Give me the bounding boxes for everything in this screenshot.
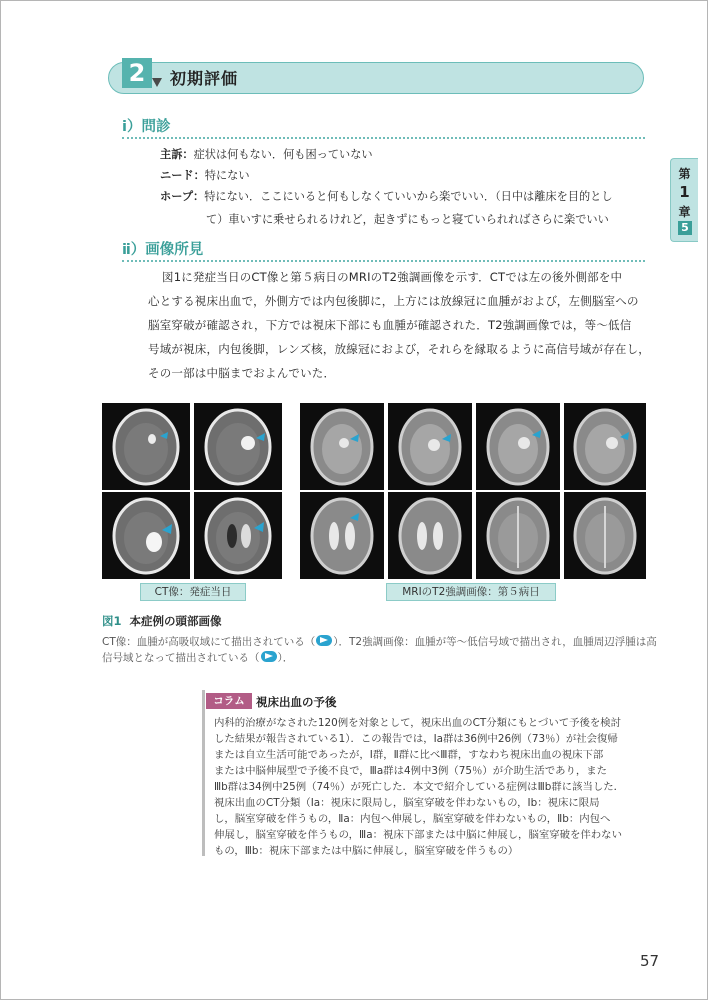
blue-arrow-icon (316, 635, 332, 646)
interview-text: 特にない．ここにいると何もしなくていいから楽でいい．（日中は離床を目的とし (204, 190, 613, 203)
imaging-divider (122, 260, 645, 262)
column-side-bar (202, 690, 205, 856)
figure-caption-line (102, 650, 293, 665)
figure-caption-line (102, 634, 657, 649)
interview-key: 主訴： (160, 148, 194, 161)
page-number: 57 (640, 952, 660, 970)
figure-caption-text: ）．T2強調画像：血腫が等～低信号域で描出され，血腫周辺浮腫は高 (333, 636, 657, 648)
section-arrow-icon (152, 78, 162, 87)
figure-title-text: 本症例の頭部画像 (129, 614, 222, 628)
figure-number: 図1 (102, 614, 122, 628)
blue-arrow-icon (261, 651, 277, 662)
interview-text: 特にない (204, 169, 250, 182)
chapter-tab-sho: 章 (678, 205, 691, 219)
interview-divider (122, 137, 645, 139)
section-title: 初期評価 (170, 69, 239, 88)
section-number: 2 (122, 58, 152, 88)
ct-label: CT像：発症当日 (140, 583, 246, 601)
mri-label: MRIのT2強調画像：第５病日 (386, 583, 556, 601)
mri-scan-image (300, 492, 384, 579)
interview-text: 症状は何もない．何も困っていない (193, 148, 373, 161)
chapter-tab-dai: 第 (678, 167, 691, 181)
column-text-line: 内科的治療がなされた120例を対象として，視床出血のCT分類にもとづいて予後を検討 (214, 717, 622, 729)
imaging-paragraph-line: 脳室穿破が確認され，下方では視床下部にも血腫が確認された．T2強調画像では，等～低信 (148, 318, 632, 332)
figure-caption-text: 信号域となって描出されている（ (102, 652, 260, 664)
imaging-paragraph-line: 心とする視床出血で，外側方では内包後脚に，上方には放線冠に血腫がおよび，左側脳室への (148, 294, 639, 308)
imaging-paragraph-line: 図1に発症当日のCT像と第５病日のMRIのT2強調画像を示す．CTでは左の後外側部を中 (162, 270, 623, 284)
mri-scan-image (476, 492, 560, 579)
interview-key: ホープ： (160, 190, 205, 203)
figure-caption-text: ）． (277, 652, 294, 664)
column-text-line: し，脳室穿破を伴うもの，Ⅱa：内包へ伸展し，脳室穿破を伴わないもの，Ⅱb：内包へ (214, 813, 611, 825)
ct-scan-image (102, 492, 190, 579)
column-text-line: 視床出血のCT分類（Ⅰa：視床に限局し，脳室穿破を伴わないもの，Ⅰb：視床に限局 (214, 797, 600, 809)
column-text-line: Ⅲb群は34例中25例（74％）が死亡した．本文で紹介している症例はⅢb群に該当した． (214, 781, 625, 793)
chapter-tab (670, 158, 698, 242)
mri-scan-image (476, 403, 560, 490)
imaging-paragraph-line: 号域が視床，内包後脚，レンズ核，放線冠におよび，それらを縁取るように高信号域が存在し， (148, 342, 651, 356)
ct-scan-image (102, 403, 190, 490)
column-text-line: または中脳伸展型で予後不良で，Ⅲa群は4例中3例（75％）が介助生活であり，また (214, 765, 608, 777)
interview-row (160, 190, 613, 204)
chapter-tab-sub: 5 (678, 221, 692, 235)
column-text-line: 伸展し，脳室穿破を伴うもの，Ⅲa：視床下部または中脳に伸展し，脳室穿破を伴わない (214, 829, 622, 841)
ct-scan-image (194, 492, 282, 579)
figure-caption-text: CT像：血腫が高吸収域にて描出されている（ (102, 636, 316, 648)
chapter-tab-number: 1 (679, 183, 690, 201)
mri-scan-image (564, 403, 646, 490)
interview-row (160, 169, 250, 183)
interview-row (160, 148, 373, 162)
imaging-heading: ⅱ）画像所見 (122, 242, 204, 258)
mri-scan-image (388, 492, 472, 579)
imaging-paragraph-line: その一部は中脳までおよんでいた． (148, 366, 336, 380)
column-title: 視床出血の予後 (256, 695, 337, 709)
mri-scan-image (388, 403, 472, 490)
mri-scan-image (564, 492, 646, 579)
column-text-line: または自立生活可能であったが，Ⅰ群，Ⅱ群に比べⅢ群，すなわち視床出血の視床下部 (214, 749, 604, 761)
interview-key: ニード： (160, 169, 205, 182)
mri-scan-image (300, 403, 384, 490)
figure-title (102, 613, 222, 629)
ct-scan-image (194, 403, 282, 490)
interview-heading: ⅰ）問診 (122, 119, 171, 135)
column-text-line: した結果が報告されている1）．この報告では，Ⅰa群は36例中26例（73％）が社会復帰 (214, 733, 618, 745)
column-badge: コラム (206, 693, 252, 709)
interview-continuation: て）車いすに乗せられるけれど，起きずにもっと寝ていられればさらに楽でいい (206, 213, 609, 226)
column-text-line: もの，Ⅲb：視床下部または中脳に伸展し，脳室穿破を伴うもの） (214, 845, 519, 857)
